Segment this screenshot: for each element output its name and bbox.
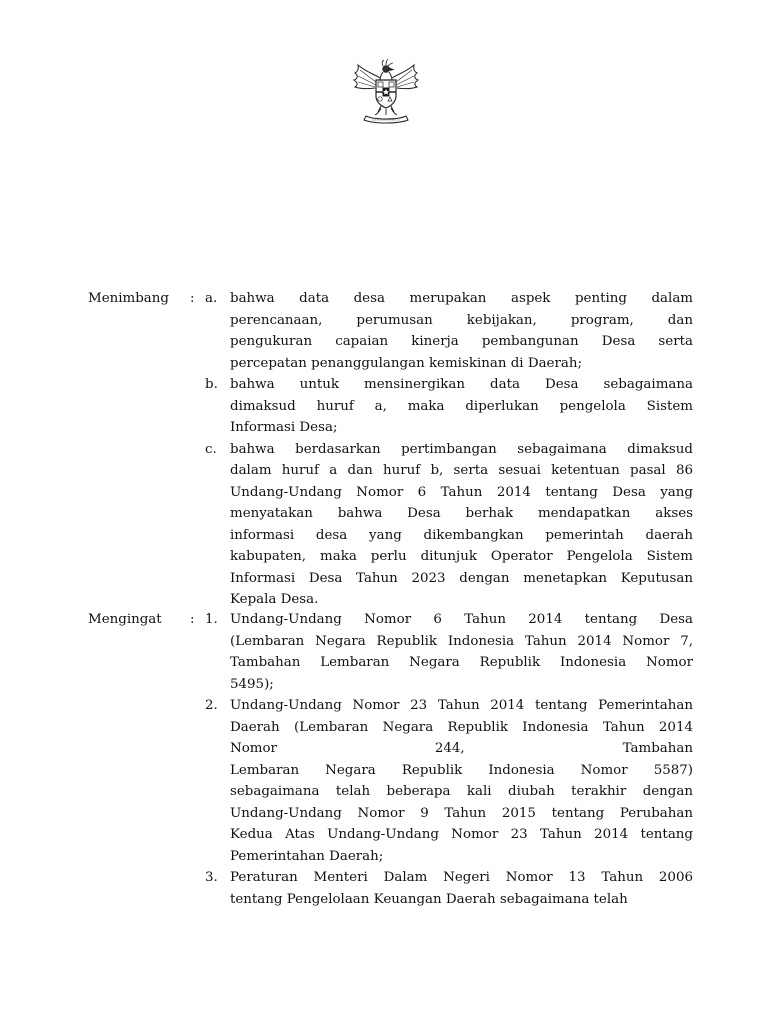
text-line: Undang-Undang Nomor 6 Tahun 2014 tentang Desa yang	[230, 484, 693, 500]
menimbang-item-text	[230, 288, 693, 374]
text-line: Daerah (Lembaran Negara Republik Indonesia Tahun 2014	[230, 719, 693, 735]
menimbang-colon: :	[190, 291, 195, 306]
text-line: bahwa berdasarkan pertimbangan sebagaimana dimaksud	[230, 441, 693, 457]
menimbang-label: Menimbang	[88, 291, 169, 306]
text-line: Undang-Undang Nomor 9 Tahun 2015 tentang Perubahan	[230, 805, 693, 821]
mengingat-list	[205, 609, 695, 910]
menimbang-item-marker: c.	[205, 441, 217, 457]
menimbang-item	[205, 288, 695, 374]
text-line: bahwa data desa merupakan aspek penting dalam	[230, 291, 693, 306]
text-line: Informasi Desa;	[230, 420, 338, 435]
text-line: percepatan penanggulangan kemiskinan di Daerah;	[230, 355, 582, 371]
text-line: dalam huruf a dan huruf b, serta sesuai ketentuan pasal 86	[230, 463, 693, 478]
mengingat-item-text	[230, 695, 693, 867]
menimbang-list	[205, 288, 695, 611]
mengingat-item-text	[230, 609, 693, 695]
mengingat-item	[205, 867, 695, 910]
menimbang-item-marker: a.	[205, 291, 218, 306]
text-line: Kedua Atas Undang-Undang Nomor 23 Tahun 2014 tentang	[230, 827, 693, 842]
garuda-emblem	[348, 58, 424, 126]
mengingat-item-marker: 2.	[205, 698, 218, 713]
text-line: dimaksud huruf a, maka diperlukan pengelola Sistem	[230, 398, 693, 414]
text-line: tentang Pengelolaan Keuangan Daerah sebagaimana telah	[230, 891, 628, 907]
menimbang-item-text	[230, 439, 693, 611]
text-line: Undang-Undang Nomor 23 Tahun 2014 tentang Pemerintahan	[230, 698, 693, 713]
mengingat-item	[205, 695, 695, 867]
text-line: sebagaimana telah beberapa kali diubah terakhir dengan	[230, 784, 693, 799]
text-line: informasi desa yang dikembangkan pemerintah daerah	[230, 527, 693, 543]
text-line: Tambahan Lembaran Negara Republik Indonesia Nomor	[230, 655, 693, 670]
mengingat-item-text	[230, 867, 693, 910]
text-line: Lembaran Negara Republik Indonesia Nomor 5587)	[230, 762, 693, 778]
text-line: perencanaan, perumusan kebijakan, program, dan	[230, 312, 693, 328]
text-line: Kepala Desa.	[230, 592, 319, 607]
text-line: Peraturan Menteri Dalam Negeri Nomor 13 Tahun 2006	[230, 870, 693, 885]
mengingat-item-marker: 3.	[205, 870, 218, 885]
text-line: Nomor 244, Tambahan	[230, 741, 693, 756]
mengingat-colon: :	[190, 612, 195, 627]
text-line: kabupaten, maka perlu ditunjuk Operator Pengelola Sistem	[230, 549, 693, 564]
garuda-emblem-icon	[348, 58, 424, 126]
text-line: Undang-Undang Nomor 6 Tahun 2014 tentang Desa	[230, 612, 693, 627]
menimbang-item	[205, 439, 695, 611]
text-line: pengukuran capaian kinerja pembangunan Desa serta	[230, 334, 693, 349]
text-line: Pemerintahan Daerah;	[230, 848, 384, 864]
text-line: Informasi Desa Tahun 2023 dengan menetapkan Keputusan	[230, 570, 693, 586]
mengingat-item-marker: 1.	[205, 612, 218, 627]
mengingat-item	[205, 609, 695, 695]
menimbang-item	[205, 374, 695, 439]
text-line: 5495);	[230, 676, 274, 692]
text-line: bahwa untuk mensinergikan data Desa sebagaimana	[230, 377, 693, 392]
menimbang-item-text	[230, 374, 693, 439]
mengingat-label: Mengingat	[88, 612, 162, 627]
text-line: (Lembaran Negara Republik Indonesia Tahun 2014 Nomor 7,	[230, 633, 693, 649]
menimbang-item-marker: b.	[205, 377, 218, 392]
text-line: menyatakan bahwa Desa berhak mendapatkan akses	[230, 506, 693, 521]
